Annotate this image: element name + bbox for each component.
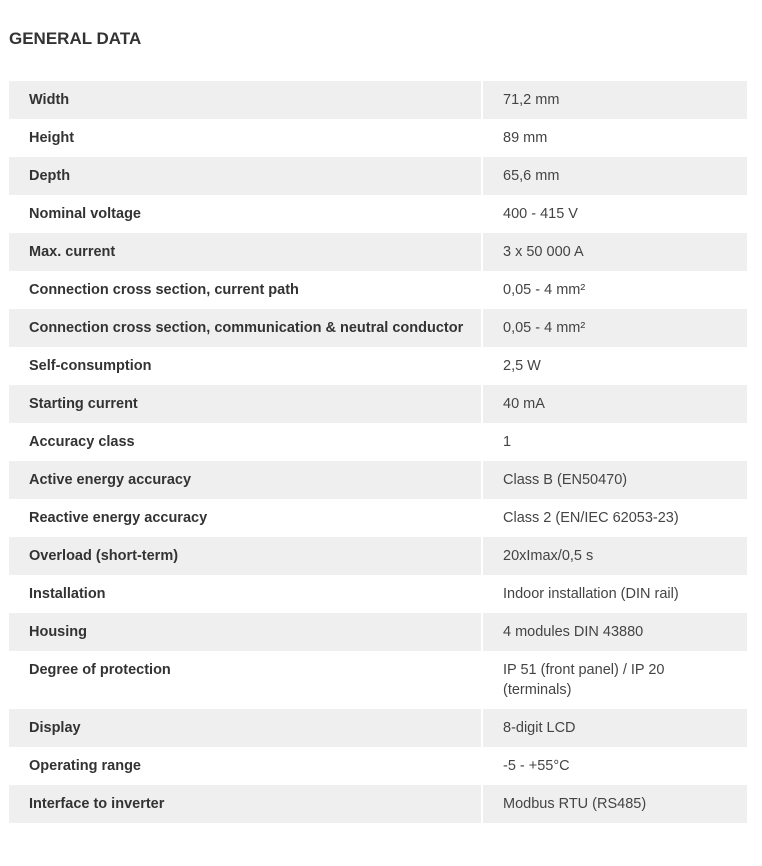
table-row: [9, 233, 747, 271]
spec-label: Reactive energy accuracy: [9, 499, 482, 537]
table-row: [9, 309, 747, 347]
spec-label: Display: [9, 709, 482, 747]
section-title: GENERAL DATA: [9, 29, 142, 48]
spec-value: 400 - 415 V: [482, 195, 747, 233]
spec-label: Height: [9, 119, 482, 157]
spec-label: Self-consumption: [9, 347, 482, 385]
table-row: [9, 157, 747, 195]
spec-label: Overload (short-term): [9, 537, 482, 575]
table-row: [9, 271, 747, 309]
spec-value: 8-digit LCD: [482, 709, 747, 747]
table-row: [9, 461, 747, 499]
spec-value: Modbus RTU (RS485): [482, 785, 747, 823]
spec-label: Starting current: [9, 385, 482, 423]
spec-label: Max. current: [9, 233, 482, 271]
spec-label: Width: [9, 81, 482, 119]
spec-value: 40 mA: [482, 385, 747, 423]
table-row: [9, 785, 747, 823]
spec-label: Connection cross section, current path: [9, 271, 482, 309]
table-row: [9, 81, 747, 119]
spec-value: 2,5 W: [482, 347, 747, 385]
spec-value: 1: [482, 423, 747, 461]
spec-value: 0,05 - 4 mm²: [482, 271, 747, 309]
spec-label: Installation: [9, 575, 482, 613]
spec-value: Class B (EN50470): [482, 461, 747, 499]
spec-label: Degree of protection: [9, 651, 482, 709]
table-row: [9, 537, 747, 575]
spec-label: Connection cross section, communication & neutral conductor: [9, 309, 482, 347]
spec-label: Active energy accuracy: [9, 461, 482, 499]
table-row: [9, 709, 747, 747]
spec-value: 4 modules DIN 43880: [482, 613, 747, 651]
spec-value: 65,6 mm: [482, 157, 747, 195]
spec-label: Interface to inverter: [9, 785, 482, 823]
table-row: [9, 613, 747, 651]
table-row: [9, 651, 747, 709]
table-row: [9, 575, 747, 613]
table-row: [9, 499, 747, 537]
table-row: [9, 347, 747, 385]
spec-value: 89 mm: [482, 119, 747, 157]
spec-label: Accuracy class: [9, 423, 482, 461]
spec-label: Housing: [9, 613, 482, 651]
table-row: [9, 119, 747, 157]
spec-label: Depth: [9, 157, 482, 195]
table-row: [9, 195, 747, 233]
spec-value: 0,05 - 4 mm²: [482, 309, 747, 347]
spec-value: 20xImax/0,5 s: [482, 537, 747, 575]
spec-value: Indoor installation (DIN rail): [482, 575, 747, 613]
spec-label: Operating range: [9, 747, 482, 785]
spec-value: 71,2 mm: [482, 81, 747, 119]
general-data-table: [9, 81, 747, 823]
table-row: [9, 423, 747, 461]
spec-label: Nominal voltage: [9, 195, 482, 233]
spec-value: Class 2 (EN/IEC 62053-23): [482, 499, 747, 537]
spec-value: -5 - +55°C: [482, 747, 747, 785]
spec-value: IP 51 (front panel) / IP 20 (terminals): [482, 651, 747, 709]
table-row: [9, 385, 747, 423]
spec-value: 3 x 50 000 A: [482, 233, 747, 271]
table-row: [9, 747, 747, 785]
